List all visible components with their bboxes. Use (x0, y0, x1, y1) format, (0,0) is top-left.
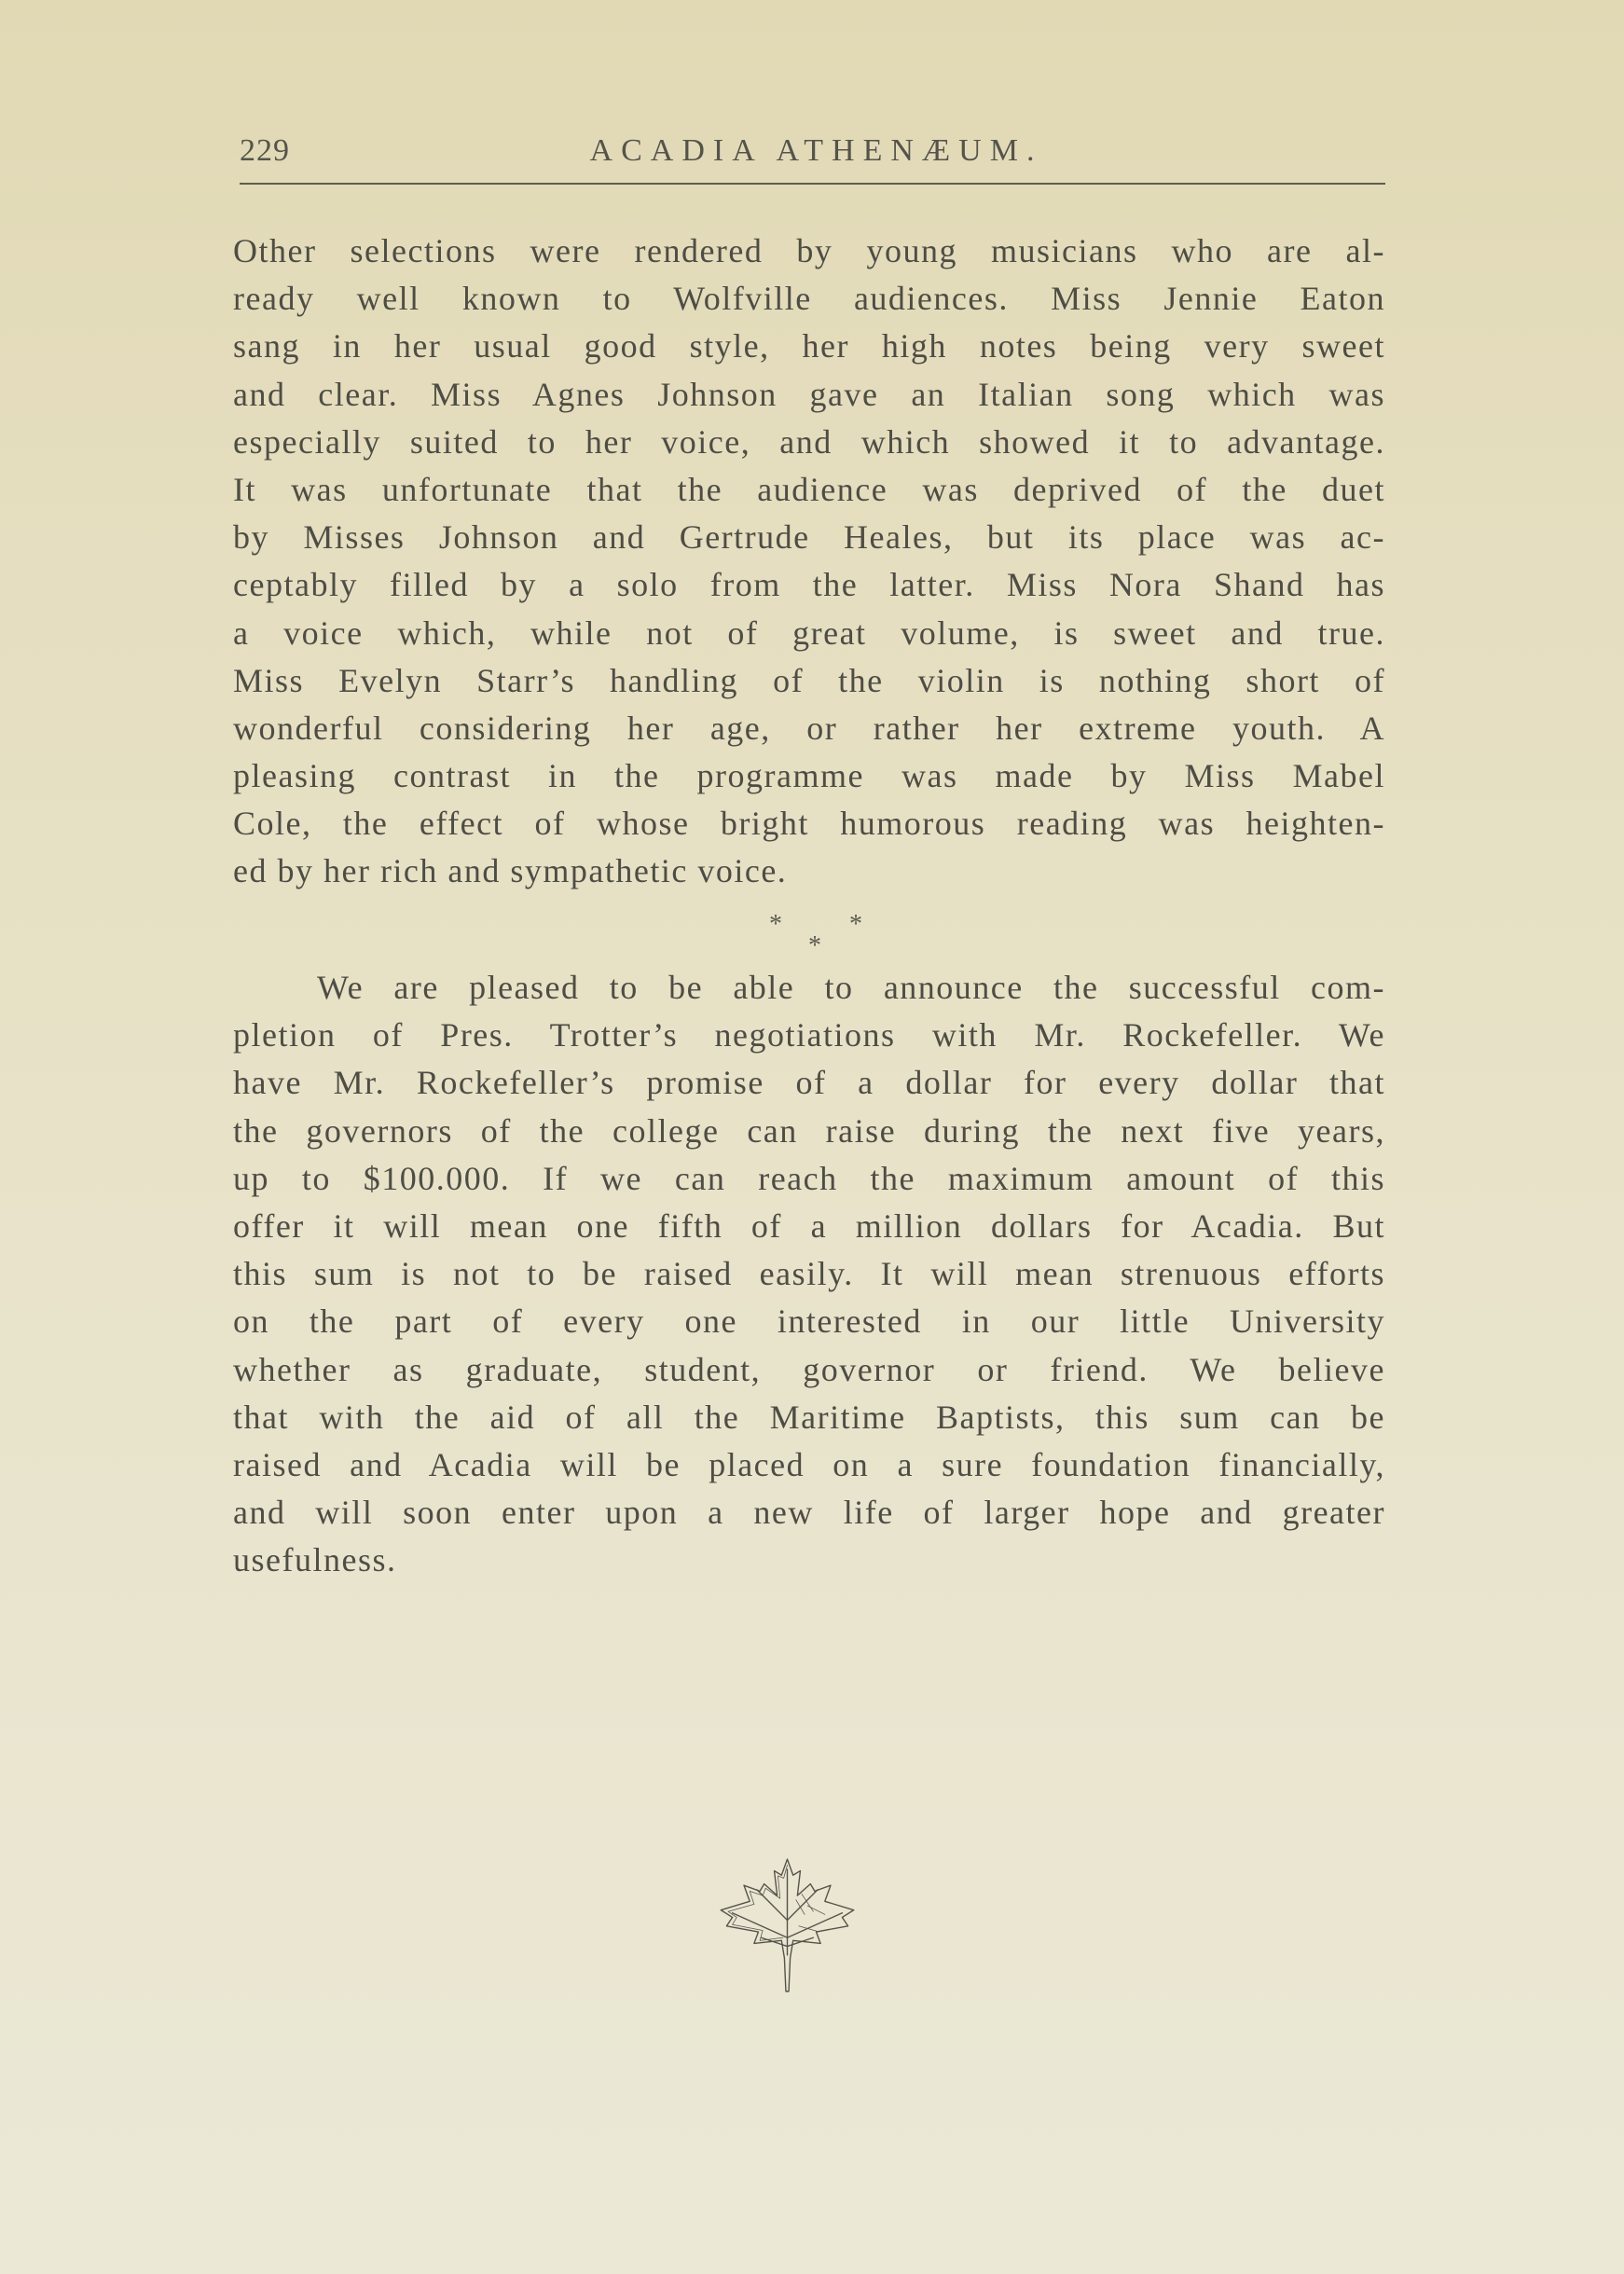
paragraph-rockefeller-offer (233, 964, 1385, 1584)
text-line: Miss Evelyn Starr’s handling of the violin is nothing short of (233, 661, 1385, 699)
text-line: ready well known to Wolfville audiences. Miss Jennie Eaton (233, 280, 1385, 318)
text-line: have Mr. Rockefeller’s promise of a dollar for every dollar that (233, 1064, 1385, 1102)
text-line: ceptably filled by a solo from the latter. Miss Nora Shand has (233, 566, 1385, 604)
page-number: 229 (240, 133, 290, 168)
text-line: whether as graduate, student, governor or friend. We believe (233, 1350, 1385, 1388)
text-line: ed by her rich and sympathetic voice. (233, 852, 788, 890)
text-line: Cole, the effect of whose bright humorous reading was heighten- (233, 805, 1385, 843)
text-line: Other selections were rendered by young musicians who are al- (233, 232, 1385, 269)
text-line: pletion of Pres. Trotter’s negotiations with Mr. Rockefeller. We (233, 1016, 1385, 1054)
asterism-star: * (769, 910, 782, 939)
text-line: the governors of the college can raise during the next five years, (233, 1111, 1385, 1150)
text-line: wonderful considering her age, or rather her extreme youth. A (233, 709, 1385, 747)
text-line: and clear. Miss Agnes Johnson gave an Italian song which was (233, 375, 1385, 413)
text-line: raised and Acadia will be placed on a sure foundation financially, (233, 1445, 1385, 1483)
text-line: pleasing contrast in the programme was made by Miss Mabel (233, 757, 1385, 795)
text-line: a voice which, while not of great volume, is sweet and true. (233, 613, 1385, 652)
text-line: sang in her usual good style, her high notes being very sweet (233, 327, 1385, 365)
header-rule (240, 183, 1385, 185)
paragraph-concert-review (233, 227, 1385, 896)
text-line: on the part of every one interested in our little University (233, 1302, 1385, 1341)
text-line: It was unfortunate that the audience was deprived of the duet (233, 470, 1385, 508)
text-line: by Misses Johnson and Gertrude Heales, but its place was ac- (233, 518, 1385, 557)
asterism-star: * (808, 931, 821, 960)
text-line: offer it will mean one fifth of a million dollars for Acadia. But (233, 1206, 1385, 1245)
text-line: We are pleased to be able to announce the successful com- (317, 969, 1385, 1006)
maple-leaf-icon (715, 1856, 860, 1994)
text-line: especially suited to her voice, and which showed it to advantage. (233, 422, 1385, 461)
text-line: that with the aid of all the Maritime Baptists, this sum can be (233, 1398, 1385, 1436)
journal-title: ACADIA ATHENÆUM. (589, 133, 1043, 168)
text-line: this sum is not to be raised easily. It will mean strenuous efforts (233, 1255, 1385, 1293)
text-line: and will soon enter upon a new life of larger hope and greater (233, 1494, 1385, 1532)
text-line: usefulness. (233, 1541, 397, 1579)
text-line: up to $100.000. If we can reach the maximum amount of this (233, 1159, 1385, 1197)
asterism-star: * (849, 910, 862, 939)
